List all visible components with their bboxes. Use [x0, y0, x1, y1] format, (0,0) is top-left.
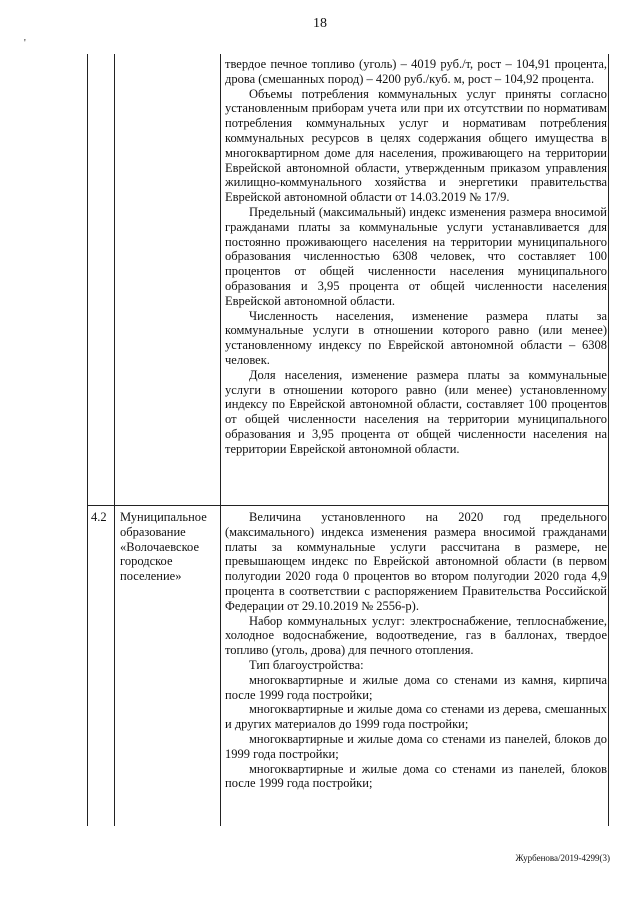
name-line: поселение» — [120, 569, 182, 584]
list-item: многоквартирные и жилые дома со стенами из панелей, блоков до 1999 года постройки; — [225, 731, 607, 761]
paragraph: Предельный (максимальный) индекс изменения размера вносимой гражданами платы за коммунальные услуги устанавливается для постоянно проживающего населения на территории муниципального образования численностью 6308 человек, что составляет 100 процентов от общей численности населения муниципального образования и 3,95 процента от общей численности населения Еврейской автономной области. — [225, 204, 607, 308]
list-item: многоквартирные и жилые дома со стенами из дерева, смешанных и других материалов до 1999 года постройки; — [225, 702, 607, 732]
paragraph: Набор коммунальных услуг: электроснабжение, теплоснабжение, холодное водоснабжение, водоотведение, газ в баллонах, твердое топливо (уголь, дрова) для печного отопления. — [225, 613, 607, 658]
row-number: 4.2 — [91, 510, 107, 524]
footer-code: Журбенова/2019-4299(3) — [515, 853, 610, 863]
top-text-cell — [225, 57, 607, 457]
name-line: «Волочаевское — [120, 539, 199, 554]
paragraph: Тип благоустройства: — [249, 657, 364, 672]
row-separator — [87, 505, 609, 506]
table-border-left — [87, 54, 88, 826]
name-line: образование — [120, 524, 186, 539]
document-table — [87, 54, 609, 826]
table-border-right — [608, 54, 609, 826]
page-number: 18 — [313, 16, 327, 31]
paragraph: Величина установленного на 2020 год предельного (максимального) индекса изменения размера вносимой гражданами платы за коммунальные услуги рассчитана в размере, не превышающем индекс по Еврейской автономной области (в первом полугодии 2020 года 0 процентов во втором полугодии 2020 года 4,9 процента в соответствии с распоряжением Правительства Российской Федерации от 29.10.2019 № 2556-р). — [225, 510, 607, 613]
name-line: городское — [120, 554, 173, 569]
paragraph: Объемы потребления коммунальных услуг приняты согласно установленным приборам учета или при их отсутствии по нормативам потребления коммунальных услуг и нормативам потребления коммунальных ресурсов в целях содержания общего имущества в многоквартирном доме для населения, проживающего на территории Еврейской автономной области, утвержденным приказом управления жилищно-коммунального хозяйства и энергетики правительства Еврейской автономной области от 14.03.2019 № 17/9. — [225, 86, 607, 205]
paragraph: Доля населения, изменение размера платы за коммунальные услуги в отношении которого равно (или менее) установленному индексу по Еврейской автономной области, составляет 100 процентов от общей численности населения на территории муниципального образования и 3,95 процента от общей численности населения на территории Еврейской автономной области. — [225, 367, 607, 456]
corner-mark: ' — [24, 38, 26, 49]
table-divider-2 — [220, 54, 221, 826]
name-line: Муниципальное — [120, 510, 207, 524]
list-item: многоквартирные и жилые дома со стенами из панелей, блоков после 1999 года постройки; — [225, 761, 607, 791]
bottom-text-cell — [225, 510, 607, 791]
municipality-name — [120, 510, 220, 584]
table-divider-1 — [114, 54, 115, 826]
paragraph: твердое печное топливо (уголь) – 4019 руб./т, рост – 104,91 процента, дрова (смешанных пород) – 4200 руб./куб. м, рост – 104,92 процента. — [225, 57, 607, 86]
list-item: многоквартирные и жилые дома со стенами из камня, кирпича после 1999 года постройки; — [225, 672, 607, 702]
paragraph: Численность населения, изменение размера платы за коммунальные услуги в отношении которого равно (или менее) установленному индексу по Еврейской автономной области – 6308 человек. — [225, 308, 607, 367]
